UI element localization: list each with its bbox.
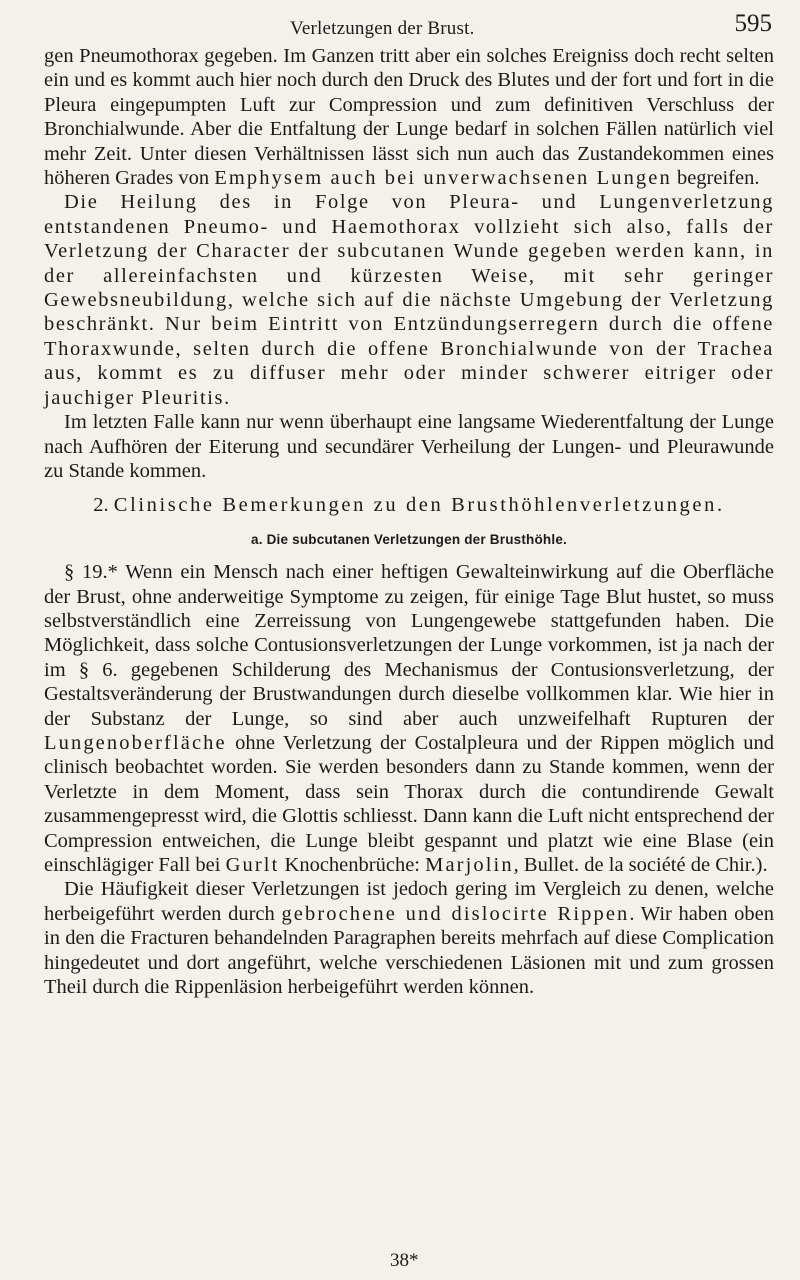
subsection-heading: a. Die subcutanen Verletzungen der Brusthöhle. — [250, 531, 567, 547]
running-head: Verletzungen der Brust. — [290, 18, 475, 39]
author-marjolin: Marjolin — [425, 854, 514, 876]
paragraph-4: § 19.* Wenn ein Mensch nach einer heftigen Gewalteinwirkung auf die Oberfläche der Brust, ohne anderweitige Symptome zu zeigen, für einige Tage Blut hustet, so muss selbstverständlich eine Zerreissung von Lungengewebe stattgefunden haben. Die Möglichkeit, dass solche Contusionsverletzungen der Lunge vorkommen, ist ja nach der im § 6. gegebenen Schilderung des Mechanismus der Contusionsverletzung, der Gestaltsveränderung der Brustwandungen durch dieselbe vollkommen klar. Wie hier in der Substanz der Lunge, so sind aber auch unzweifelhaft Rupturen der Lungenoberfläche ohne Verletzung der Costalpleura und der Rippen möglich und clinisch beobachtet worden. Sie werden besonders dann zu Stande kommen, wenn der Verletzte in dem Moment, dass sein Thorax durch die contundirende Gewalt zusammengepresst wird, die Glottis schliesst. Dann kann die Luft nicht entsprechend der Compression entweichen, die Lunge bleibt gespannt und platzt wie eine Blase (ein einschlägiger Fall bei Gurlt Knochenbrüche: Marjolin, Bullet. de la société de Chir.). — [44, 561, 774, 876]
emphasis-lungenoberflaeche: Lungenoberfläche — [44, 731, 227, 754]
page-body — [44, 44, 774, 999]
signature-mark: 38* — [390, 1250, 419, 1271]
page-header — [0, 8, 800, 42]
author-gurlt: Gurlt — [225, 854, 280, 876]
section-title: Clinische Bemerkungen zu den Brusthöhlenverletzungen. — [113, 494, 725, 517]
emphasis-emphysem: Emphysem auch bei unverwachsenen Lungen — [214, 167, 672, 190]
paragraph-3: Im letzten Falle kann nur wenn überhaupt eine langsame Wiederentfaltung der Lunge nach Aufhören der Eiterung und secundärer Verheilung der Lungen- und Pleurawunde zu Stande kommen. — [44, 411, 774, 482]
page-number: 595 — [734, 10, 772, 37]
paragraph-1: gen Pneumothorax gegeben. Im Ganzen tritt aber ein solches Ereigniss doch recht selten ein und es kommt auch hier noch durch den Druck des Blutes und der fort und fort in die Pleura eingepumpten Luft zur Compression und zum definitiven Verschluss der Bronchialwunde. Aber die Entfaltung der Lunge bedarf in solchen Fällen natürlich viel mehr Zeit. Unter diesen Verhältnissen lässt sich nun auch das Zustandekommen eines höheren Grades von Emphysem auch bei unverwachsenen Lungen begreifen. — [44, 45, 774, 190]
section-number: 2. — [93, 494, 109, 517]
paragraph-5: Die Häufigkeit dieser Verletzungen ist jedoch gering im Vergleich zu denen, welche herbeigeführt werden durch gebrochene und dislocirte Rippen. Wir haben oben in den die Fracturen behandelnden Paragraphen bereits mehrfach auf diese Complication hingedeutet und dort angeführt, welche verschiedenen Läsionen mit und zum grossen Theil durch die Rippenläsion herbeigeführt werden können. — [44, 878, 774, 999]
section-heading — [44, 493, 774, 517]
emphasis-rippen: gebrochene und dislocirte Rippen — [281, 902, 630, 925]
paragraph-2: Die Heilung des in Folge von Pleura- und Lungenverletzung entstandenen Pneumo- und Haemothorax vollzieht sich also, falls der Verletzung der Character der subcutanen Wunde gegeben werden kann, in der allereinfachsten und kürzesten Weise, mit sehr geringer Gewebsneubildung, welche sich auf die nächste Umgebung der Verletzung beschränkt. Nur beim Eintritt von Entzündungserregern durch die offene Thoraxwunde, selten durch die offene Bronchialwunde von der Trachea aus, kommt es zu diffuser mehr oder minder schwerer eitriger oder jauchiger Pleuritis. — [44, 191, 774, 409]
